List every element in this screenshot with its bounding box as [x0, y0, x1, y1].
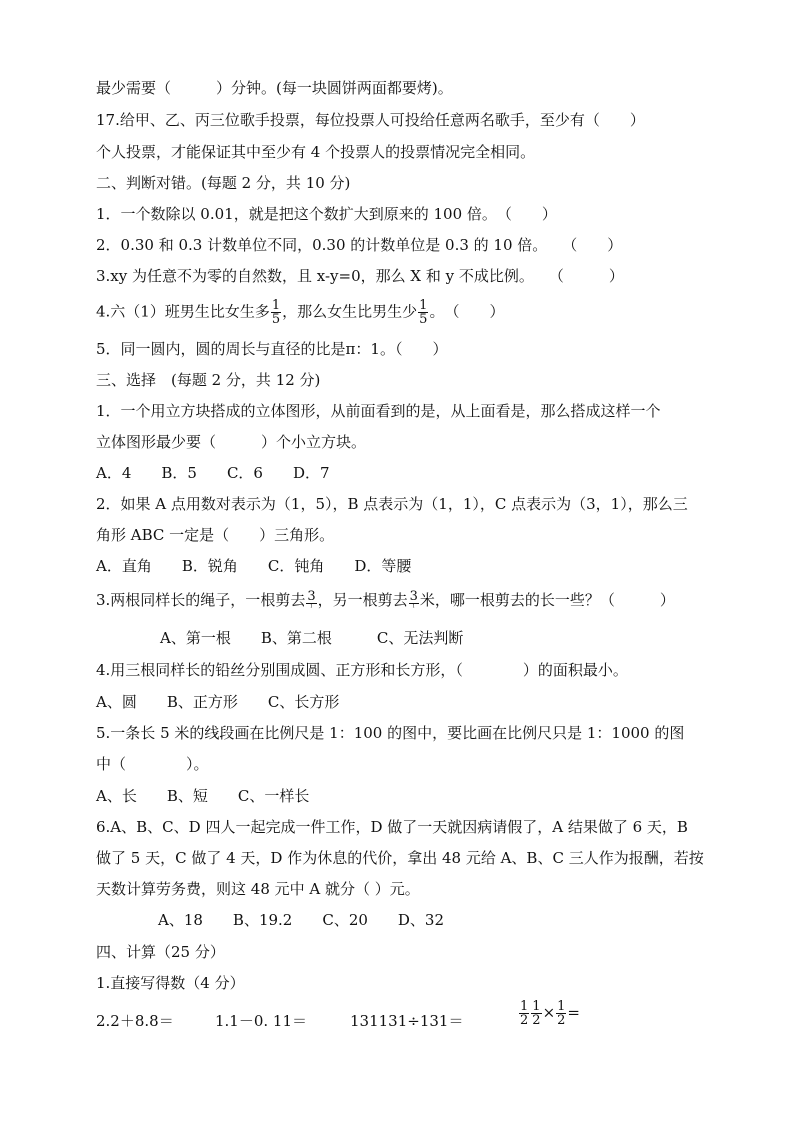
choice-q2-line1: 2．如果 A 点用数对表示为（1，5），B 点表示为（1，1），C 点表示为（3，1），那么三	[96, 495, 688, 513]
judge-q4	[96, 299, 504, 326]
choice-q5-line2: 中（ ）。	[96, 755, 209, 773]
choice-q1-line1: 1．一个用立方块搭成的立体图形，从前面看到的是，从上面看是，那么搭成这样一个	[96, 402, 661, 420]
fraction-denominator: ˡ	[412, 603, 415, 612]
choice-q3-part1: 3.两根同样长的绳子，一根剪去	[96, 591, 306, 609]
fraction-numerator: 1	[557, 999, 566, 1014]
fraction-denominator: 2	[532, 1013, 541, 1028]
judge-q4-part3: 。 （ ）	[429, 302, 505, 321]
choice-q2-line2: 角形 ABC 一定是（ ）三角形。	[96, 526, 335, 544]
judge-q5: 5．同一圆内，圆的周长与直径的比是π：1。（ ）	[96, 340, 448, 358]
judge-q4-part1: 4.六（1）班男生比女生多	[96, 302, 270, 321]
calc-item-4	[518, 1000, 580, 1027]
choice-q6-line1: 6.A、B、C、D 四人一起完成一件工作，D 做了一天就因病请假了，A 结果做了 6 天，B	[96, 818, 688, 836]
q16-tail: 最少需要（ ）分钟。(每一块圆饼两面都要烤)。	[96, 79, 453, 97]
choice-q5-options: A、长 B、短 C、一样长	[96, 787, 310, 805]
fraction-denominator: 2	[557, 1013, 566, 1028]
choice-q4: 4.用三根同样长的铅丝分别围成圆、正方形和长方形，（ ）的面积最小。	[96, 661, 628, 679]
judge-q2: 2．0.30 和 0.3 计数单位不同，0.30 的计数单位是 0.3 的 10 倍。 （ ）	[96, 236, 623, 254]
choice-q3-part3: 米，哪一根剪去的长一些？（ ）	[419, 591, 675, 609]
fraction-denominator: 5	[271, 312, 281, 327]
fraction-numerator: 3	[409, 589, 418, 604]
q17-line2: 个人投票，才能保证其中至少有 4 个投票人的投票情况完全相同。	[96, 143, 536, 161]
fraction-numerator: 1	[271, 298, 281, 313]
fraction-half	[519, 1000, 529, 1027]
fraction-denominator: ˡ	[310, 603, 313, 612]
section3-heading: 三、选择 (每题 2 分，共 12 分)	[96, 371, 321, 389]
calc-item-2: 1.1－0. 11＝	[215, 1012, 308, 1030]
choice-q6-line3: 天数计算劳务费，则这 48 元中 A 就分（ ）元。	[96, 880, 420, 898]
choice-q3	[96, 590, 675, 612]
choice-q2-options: A．直角 B．锐角 C．钝角 D．等腰	[96, 557, 412, 575]
calc-item-1: 2.2＋8.8＝	[96, 1012, 174, 1030]
fraction-three	[409, 590, 419, 612]
choice-q1-options: A．4 B．5 C．6 D．7	[96, 464, 330, 482]
fraction-numerator: 1	[532, 999, 541, 1014]
fraction-one-fifth	[418, 299, 428, 326]
choice-q3-options: A、第一根 B、第二根 C、无法判断	[160, 629, 464, 647]
fraction-numerator: 3	[307, 589, 316, 604]
choice-q6-line2: 做了 5 天，C 做了 4 天，D 作为休息的代价，拿出 48 元给 A、B、C 三人作为报酬，若按	[96, 849, 704, 867]
equals-sign: =	[567, 1003, 580, 1022]
fraction-half	[556, 1000, 566, 1027]
calc-item-3: 131131÷131＝	[350, 1012, 464, 1030]
section4-heading: 四、计算（25 分）	[96, 943, 225, 961]
choice-q3-part2: ，另一根剪去	[317, 591, 408, 609]
judge-q4-part2: ，那么女生比男生少	[282, 302, 418, 321]
fraction-denominator: 2	[520, 1013, 529, 1028]
fraction-half	[531, 1000, 541, 1027]
judge-q3: 3.xy 为任意不为零的自然数，且 x-y=0，那么 X 和 y 不成比例。 （ ）	[96, 267, 624, 285]
times-sign: ×	[542, 1003, 556, 1022]
fraction-one-fifth	[271, 299, 281, 326]
judge-q1: 1．一个数除以 0.01，就是把这个数扩大到原来的 100 倍。 （ ）	[96, 205, 557, 223]
fraction-numerator: 1	[520, 999, 529, 1014]
choice-q5-line1: 5.一条长 5 米的线段画在比例尺是 1：100 的图中，要比画在比例尺只是 1：1000 的图	[96, 724, 685, 742]
section2-heading: 二、判断对错。(每题 2 分，共 10 分)	[96, 174, 351, 192]
choice-q6-options: A、18 B、19.2 C、20 D、32	[158, 911, 445, 929]
q17-line1: 17.给甲、乙、丙三位歌手投票，每位投票人可投给任意两名歌手，至少有（ ）	[96, 111, 645, 129]
fraction-three	[306, 590, 316, 612]
choice-q4-options: A、圆 B、正方形 C、长方形	[96, 693, 340, 711]
calc-subheading: 1.直接写得数（4 分）	[96, 974, 245, 992]
choice-q1-line2: 立体图形最少要（ ）个小立方块。	[96, 433, 367, 451]
fraction-numerator: 1	[419, 298, 428, 313]
fraction-denominator: 5	[419, 312, 428, 327]
